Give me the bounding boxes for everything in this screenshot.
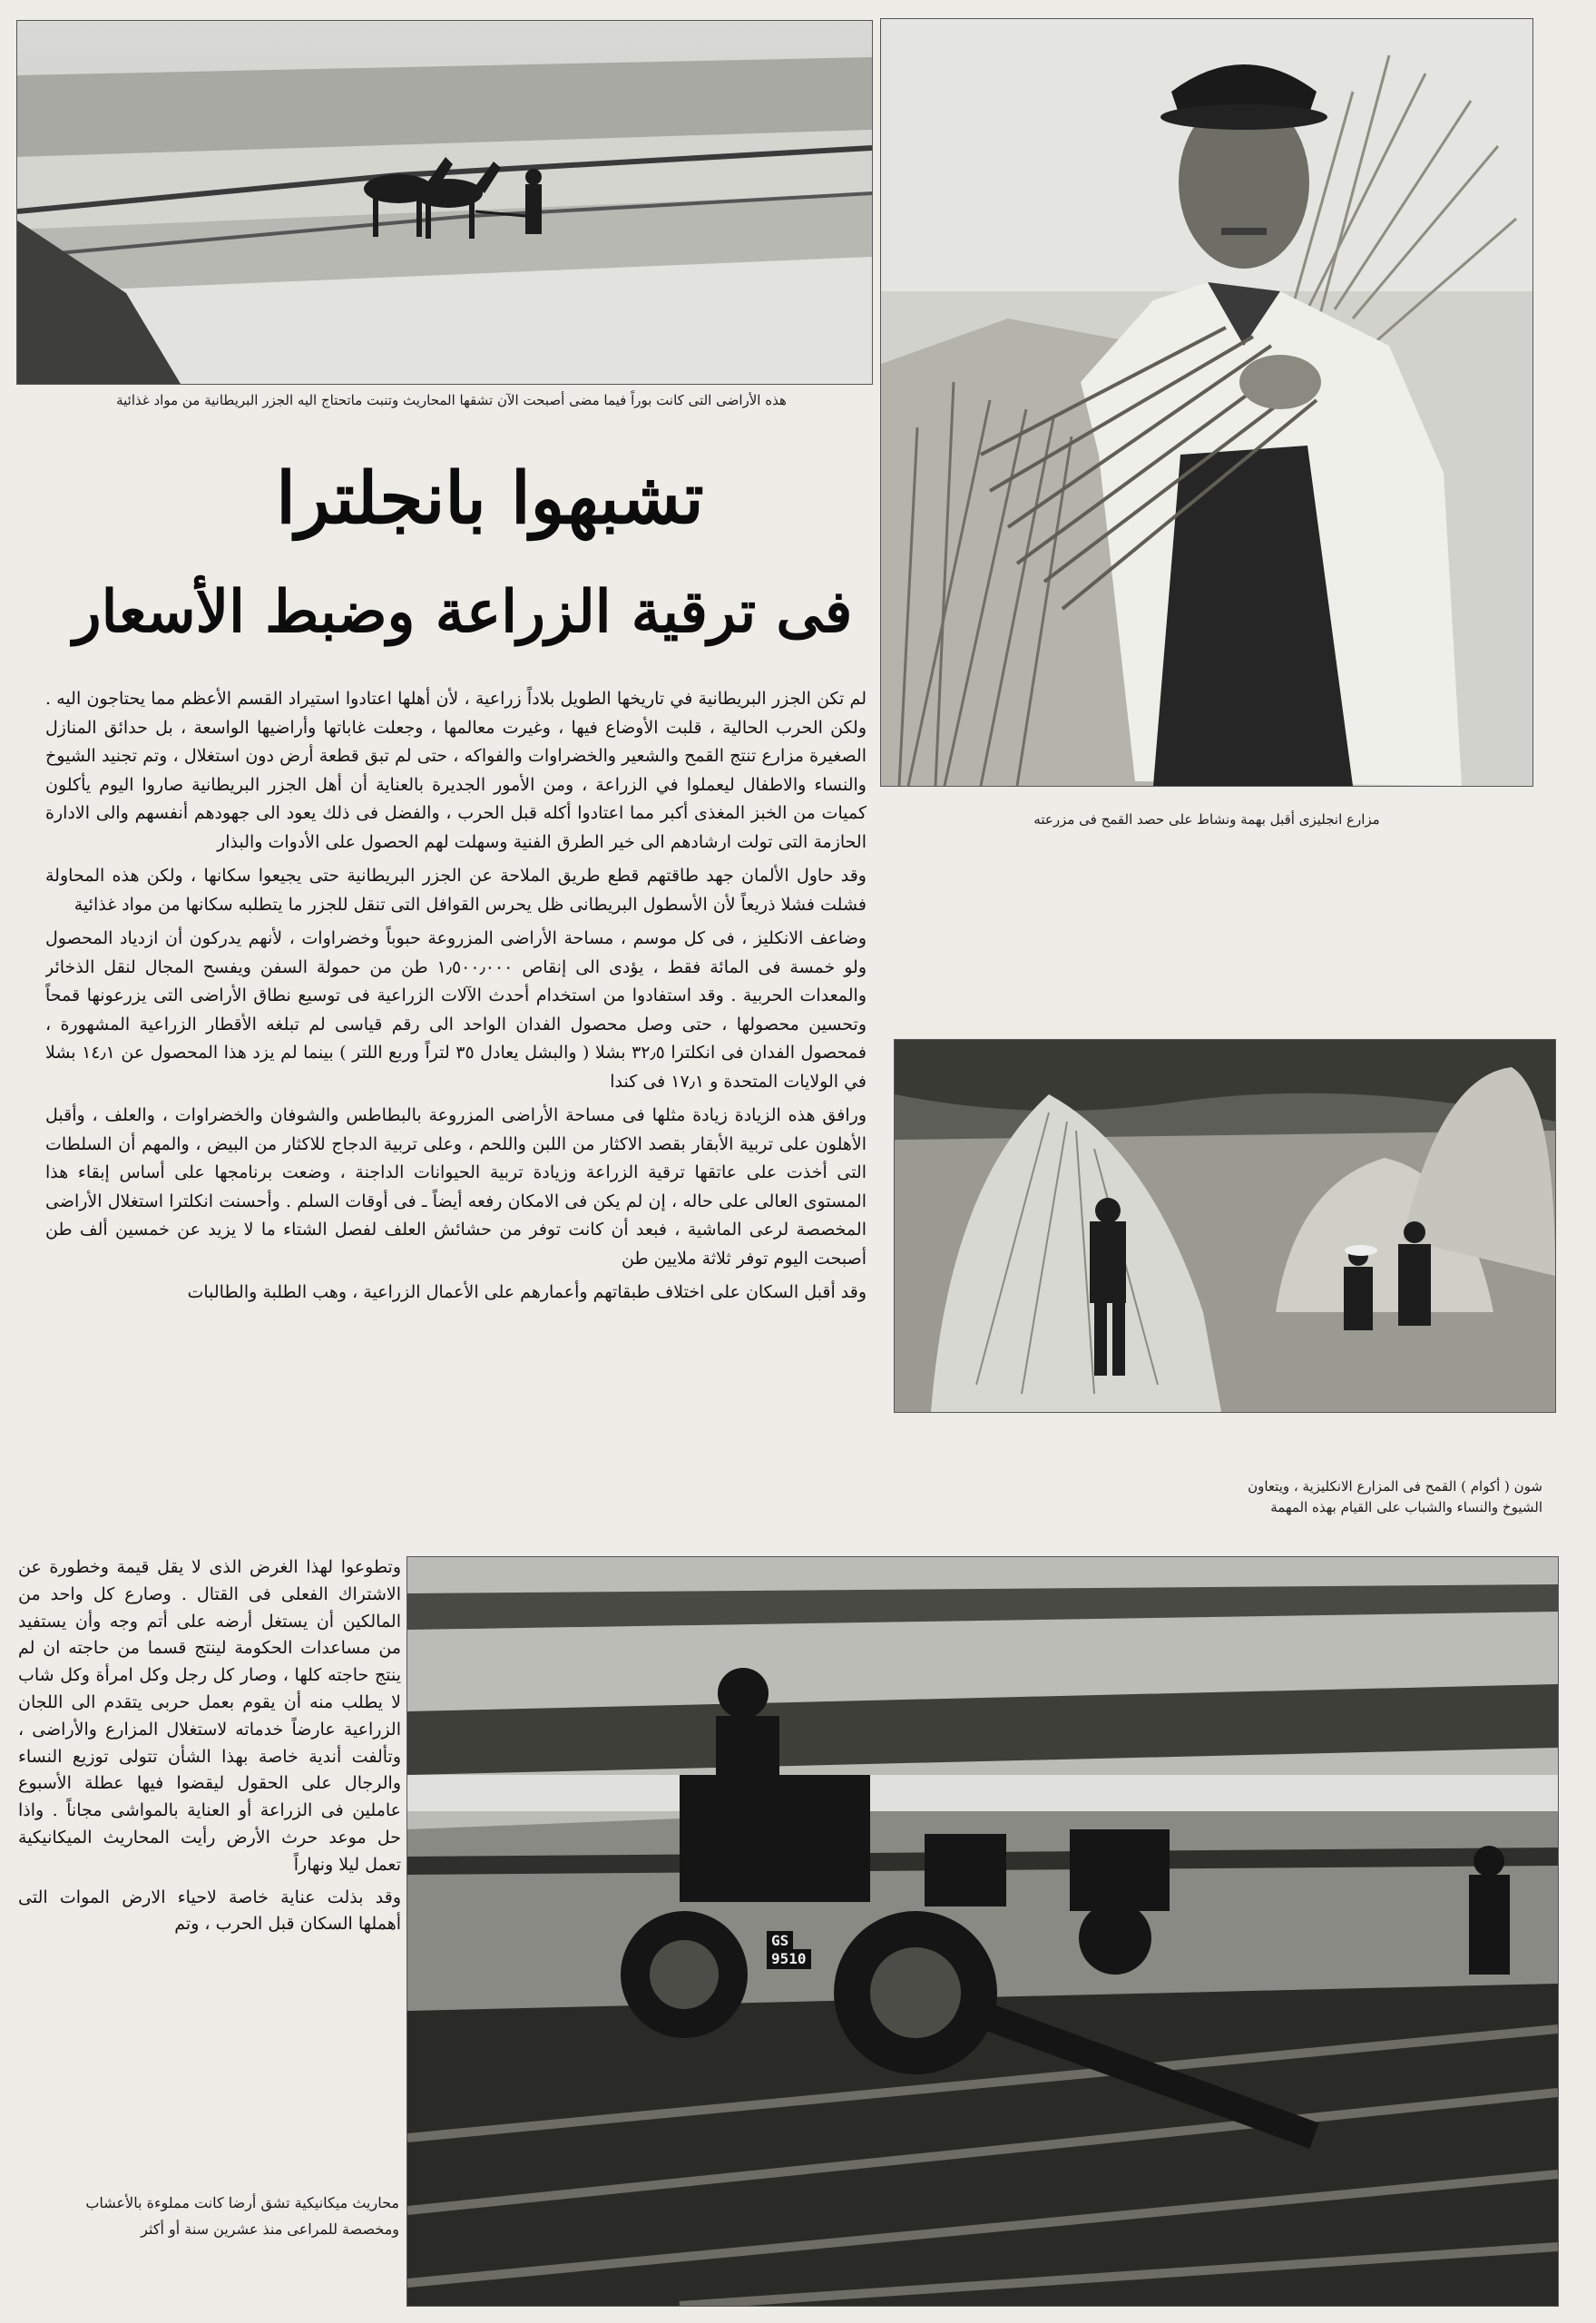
article-paragraph-7: وقد بذلت عناية خاصة لاحياء الارض الموات التى أهملها السكان قبل الحرب ، وتم [18, 1887, 401, 1935]
ploughing-caption: هذه الأراضى التى كانت بوراً فيما مضى أصبحت الآن تشقها المحاريث وتنبت ماتحتاج اليه الجزر البريطانية من مواد غذائية [116, 392, 787, 408]
article-paragraph-4: ورافق هذه الزيادة زيادة مثلها فى مساحة الأراضى المزروعة بالبطاطس والشوفان والخضراوات ، والعلف ، وأقبل الأهلون على تربية الأبقار بقصد الاكثار من اللبن واللحم ، وعلى تربية الدجاج للاكثار من البيض ، والمهم أن السلطات التى أخذت على عاتقها ترقية الزراعة وزيادة تربية الحيوانات الداجنة ، وضعت برنامجها على أساس إبقاء هذا المستوى العالى على حاله ، إن لم يكن فى الامكان رفعه أيضاً ـ فى أوقات السلم . وأحسنت انكلترا استغلال الأراضى المخصصة لرعى الماشية ، فبعد أن كانت توفر من حشائش العلف لفصل الشتاء ما لا يزيد عن خمسين ألف طن أصبحت اليوم توفر ثلاثة ملايين طن [45, 1105, 867, 1269]
tractors-caption-line1: محاريث ميكانيكية تشق أرضا كانت مملوءة بالأعشاب [85, 2194, 399, 2211]
article-paragraph-2: وقد حاول الألمان جهد طاقتهم قطع طريق الملاحة عن الجزر البريطانية حتى يجيعوا سكانها ، ولكن هذه المحاولة فشلت فشلا ذريعاً لأن الأسطول البريطانى ظل يحرس القوافل التى تنقل للجزر ما يتطلبه سكانها من مواد غذائية [45, 866, 867, 915]
article-lower-column [18, 1554, 401, 2158]
tractors-photo [406, 1556, 1559, 2307]
farmer-caption: مزارع انجليزى أقبل بهمة ونشاط على حصد القمح فى مزرعته [1033, 811, 1380, 828]
tractor-plate-line2: 9510 [767, 1949, 811, 1969]
ploughing-photo [16, 20, 873, 385]
farmer-photo [880, 18, 1533, 787]
headline-line2: فى ترقية الزراعة وضبط الأسعار [73, 578, 853, 646]
article-paragraph-3: وضاعف الانكليز ، فى كل موسم ، مساحة الأراضى المزروعة حبوباً وخضراوات ، لأنهم يدركون أن ازدياد المحصول ولو خمسة فى المائة فقط ، يؤدى الى إنقاص ١٫٥٠٠٫٠٠٠ طن من حمولة السفن ويفسح المجال لنقل الذخائر والمعدات الحربية . وقد استفادوا من استخدام أحدث الآلات الزراعية فى توسيع نطاق الأراضى التى يزرعونها قمحاً وتحسين محصولها ، حتى وصل محصول الفدان الواحد الى رقم قياسى لم تبلغه الأقطار الزراعية المشهورة ، فمحصول الفدان فى انكلترا ٣٢٫٥ بشلا ( والبشل يعادل ٣٥ لتراً وربع اللتر ) بينما لم يزد هذا المحصول عن ١٤٫١ بشلا في الولايات المتحدة و ١٧٫١ فى كندا [45, 928, 867, 1092]
headline-line1: تشبهوا بانجلترا [276, 457, 704, 540]
article-paragraph-6: وتطوعوا لهذا الغرض الذى لا يقل قيمة وخطورة عن الاشتراك الفعلى فى القتال . وصارع كل واحد من المالكين أن يستغل أرضه على أتم وجه وأن يستفيد من مساعدات الحكومة لينتج قسما من حاجته ان لم ينتج حاجته كلها ، وصار كل رجل وكل امرأة وكل شاب لا يطلب منه أن يقوم بعمل حربى يتقدم الى اللجان الزراعية عارضاً خدماته لاستغلال المزارع والأراضى ، وتألفت أندية خاصة بهذا الشأن تتولى توزيع النساء والرجال على الحقول ليقضوا فيها عطلة الأسبوع عاملين فى الزراعة أو العناية بالمواشى مجاناً . واذا حل موعد حرث الأرض رأيت المحاريث الميكانيكية تعمل ليلا ونهاراً [18, 1557, 401, 1875]
tractor-plate-line1: GS [767, 1931, 793, 1951]
article-paragraph-1: لم تكن الجزر البريطانية في تاريخها الطويل بلاداً زراعية ، لأن أهلها اعتادوا استيراد القسم الأعظم مما يحتاجون اليه . ولكن الحرب الحالية ، قلبت الأوضاع فيها ، وغيرت معالمها ، وجعلت غاباتها وأراضيها الواسعة ، بل حدائق المنازل الصغيرة مزارع تنتج القمح والشعير والخضراوات والفواكه ، حتى لم تبق قطعة أرض دون استغلال ، وتم تجنيد الشيوخ والنساء والاطفال ليعملوا في الزراعة ، ومن الأمور الجديرة بالعناية أن أهل الجزر البريطانية صاروا اليوم يأكلون كميات من الخبز المغذى أكبر مما اعتادوا أكله قبل الحرب ، والفضل فى ذلك يعود الى جهودهم أنفسهم والى الادارة الحازمة التى تولت ارشادهم الى خير الطرق الفنية وسهلت لهم الحصول على الأدوات والبذار [45, 689, 867, 852]
tractors-caption-line2: ومخصصة للمراعى منذ عشرين سنة أو أكثر [141, 2220, 399, 2238]
wheat-stacks-photo [894, 1039, 1556, 1413]
wheat-stacks-caption-line1: شون ( أكوام ) القمح فى المزارع الانكليزية ، ويتعاون [1248, 1478, 1542, 1495]
wheat-stacks-caption-line2: الشيوخ والنساء والشباب على القيام بهذه المهمة [1270, 1499, 1542, 1515]
article-paragraph-5: وقد أقبل السكان على اختلاف طبقاتهم وأعمارهم على الأعمال الزراعية ، وهب الطلبة والطالبات [187, 1282, 867, 1302]
article-upper-column [45, 685, 867, 1556]
